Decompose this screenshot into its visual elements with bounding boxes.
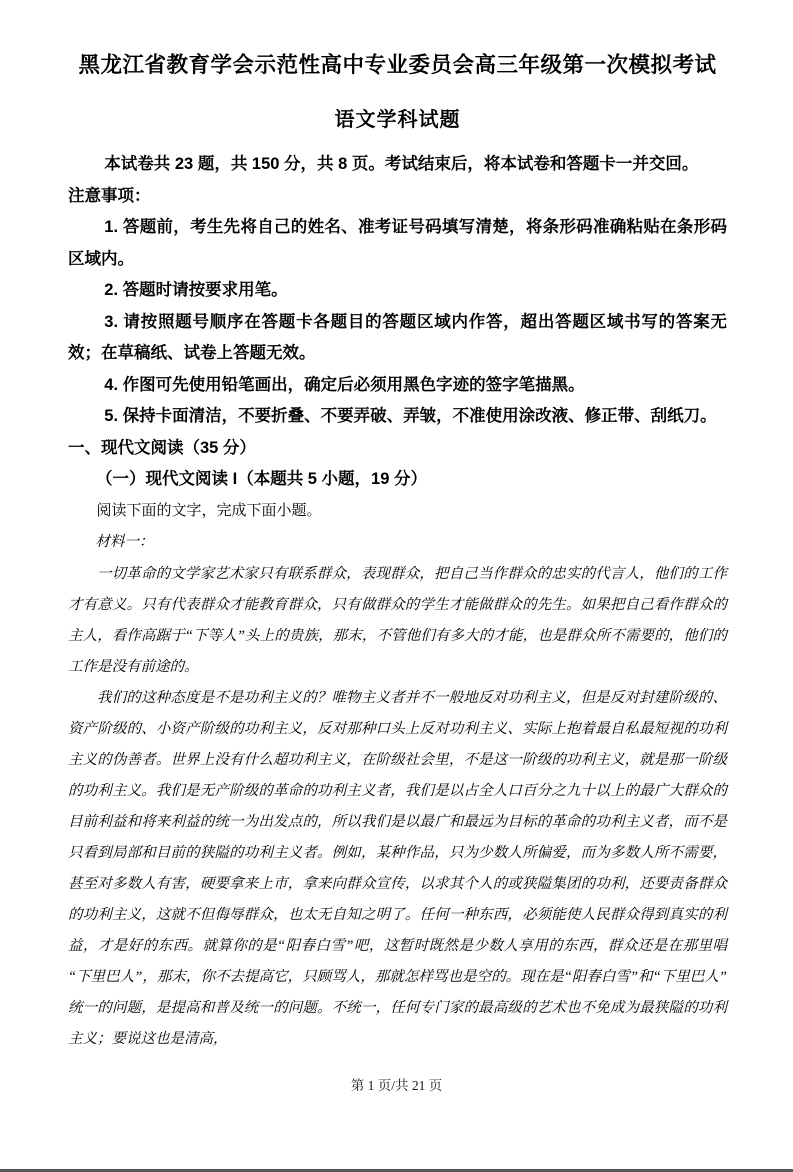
notice-item-5: 5. 保持卡面清洁，不要折叠、不要弄破、弄皱，不准使用涂改液、修正带、刮纸刀。 [104, 407, 717, 425]
subsection-heading-reading-1: （一）现代文阅读 I（本题共 5 小题，19 分） [96, 470, 427, 488]
material-paragraph-1: 一切革命的文学家艺术家只有联系群众，表现群众，把自己当作群众的忠实的代言人，他们的工作才有意义。只有代表群众才能教育群众，只有做群众的学生才能做群众的先生。如果把自己看作群众的主人，看作高踞于“下等人”头上的贵族，那末，不管他们有多大的才能，也是群众所不需要的，他们的工作是没有前途的。 [68, 565, 727, 675]
page-number-footer: 第 1 页/共 21 页 [350, 1078, 443, 1093]
paper-title: 黑龙江省教育学会示范性高中专业委员会高三年级第一次模拟考试 [78, 53, 717, 77]
notice-item-3: 3. 请按照题号顺序在答题卡各题目的答题区域内作答，超出答题区域书写的答案无效；在草稿纸、试卷上答题无效。 [68, 312, 727, 362]
notice-label: 注意事项： [68, 186, 151, 205]
section-heading-modern-reading: 一、现代文阅读（35 分） [68, 438, 256, 457]
material-one-label: 材料一： [95, 534, 154, 550]
notice-item-2: 2. 答题时请按要求用笔。 [104, 281, 288, 299]
exam-paper-page [0, 50, 793, 1172]
page-content [0, 50, 793, 1055]
document-viewport [0, 50, 793, 1172]
reading-instruction: 阅读下面的文字，完成下面小题。 [96, 502, 322, 519]
notice-item-1: 1. 答题前，考生先将自己的姓名、准考证号码填写清楚，将条形码准确粘贴在条形码区域内。 [68, 218, 727, 268]
paper-subtitle: 语文学科试题 [334, 109, 461, 131]
notice-item-4: 4. 作图可先使用铅笔画出，确定后必须用黑色字迹的签字笔描黑。 [104, 375, 585, 394]
material-paragraph-2: 我们的这种态度是不是功利主义的？唯物主义者并不一般地反对功利主义，但是反对封建阶级的、资产阶级的、小资产阶级的功利主义，反对那种口头上反对功利主义、实际上抱着最自私最短视的功利主义的伪善者。世界上没有什么超功利主义，在阶级社会里，不是这一阶级的功利主义，就是那一阶级的功利主义。我们是无产阶级的革命的功利主义者，我们是以占全人口百分之九十以上的最广大群众的目前利益和将来利益的统一为出发点的，所以我们是以最广和最远为目标的革命的功利主义者，而不是只看到局部和目前的狭隘的功利主义者。例如，某种作品，只为少数人所偏爱，而为多数人所不需要，甚至对多数人有害，硬要拿来上市，拿来向群众宣传，以求其个人的或狭隘集团的功利，还要责备群众的功利主义，这就不但侮辱群众，也太无自知之明了。任何一种东西，必须能使人民群众得到真实的利益，才是好的东西。就算你的是“阳春白雪”吧，这暂时既然是少数人享用的东西，群众还是在那里唱“下里巴人”，那末，你不去提高它，只顾骂人，那就怎样骂也是空的。现在是“阳春白雪”和“下里巴人”统一的问题，是提高和普及统一的问题。不统一，任何专门家的最高级的艺术也不免成为最狭隘的功利主义；要说这也是清高， [68, 689, 727, 1047]
exam-intro: 本试卷共 23 题，共 150 分，共 8 页。考试结束后，将本试卷和答题卡一并交回。 [104, 155, 699, 173]
